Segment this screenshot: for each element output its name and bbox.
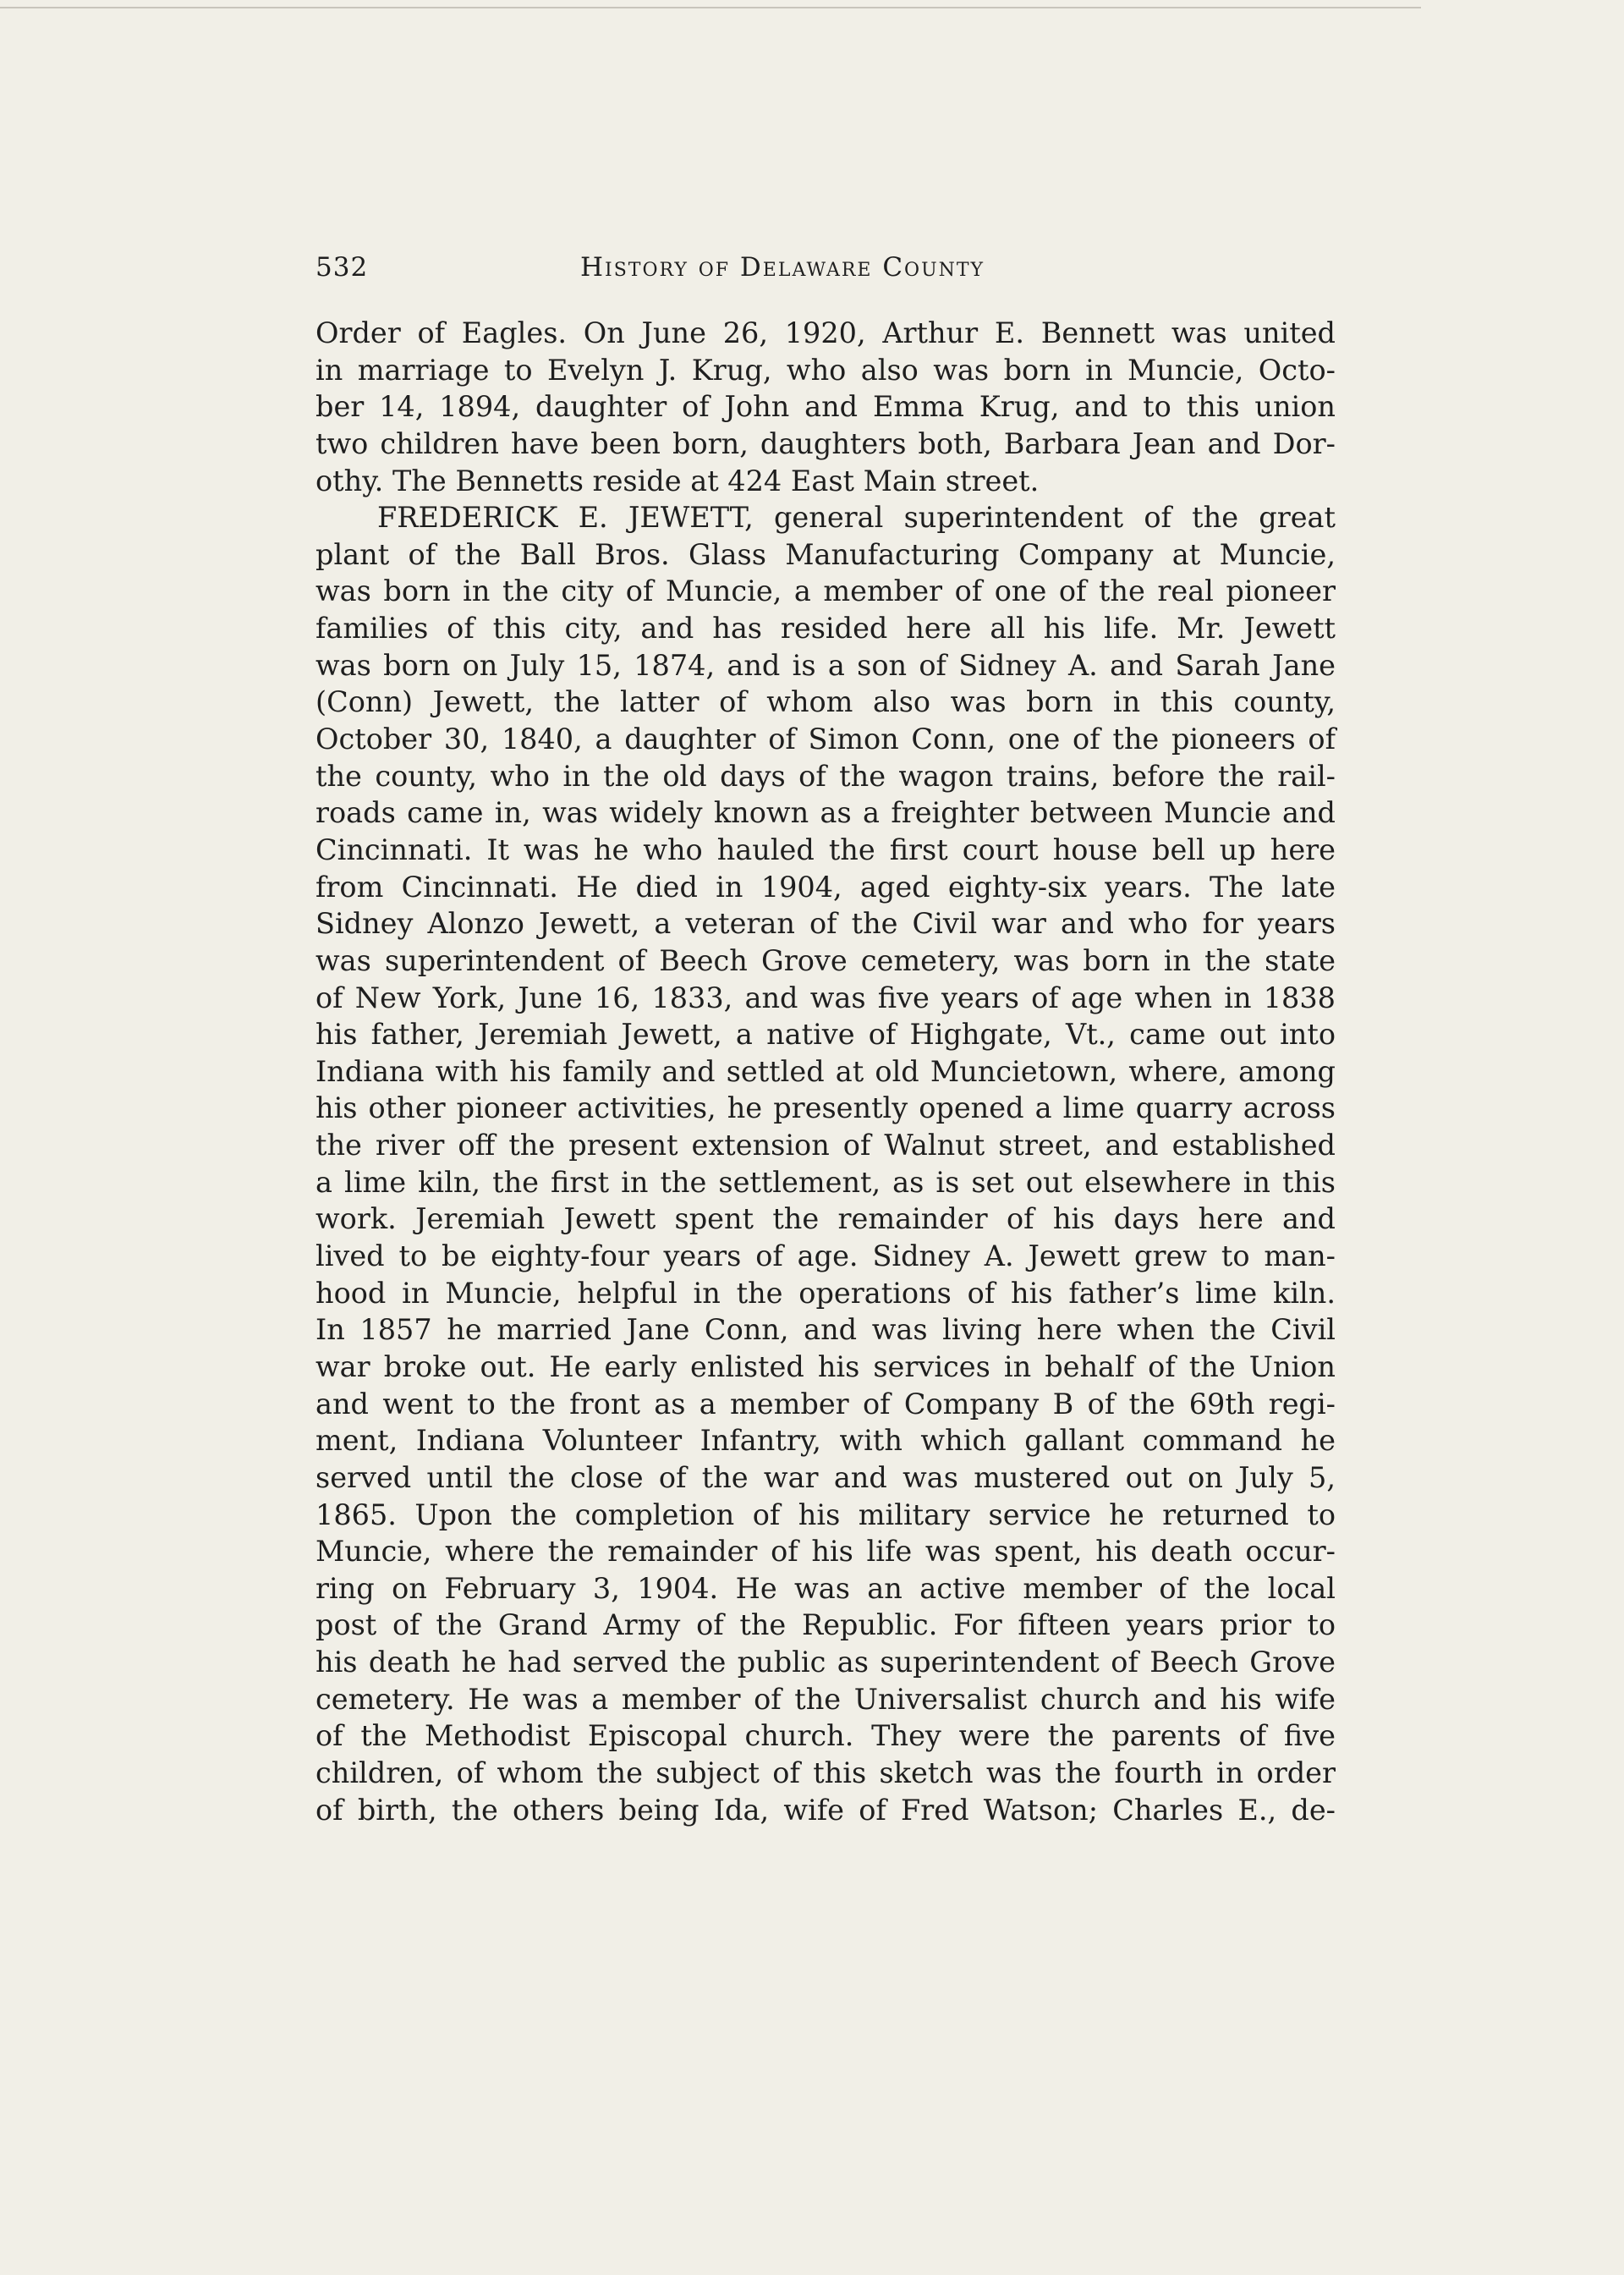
text-line: work. Jeremiah Jewett spent the remainder of his days here and [315, 1202, 1336, 1236]
text-line: (Conn) Jewett, the latter of whom also was born in this county, [315, 685, 1336, 719]
text-line: Muncie, where the remainder of his life was spent, his death occur- [315, 1535, 1336, 1569]
text-line: In 1857 he married Jane Conn, and was living here when the Civil [315, 1313, 1336, 1347]
text-line: of New York, June 16, 1833, and was five years of age when in 1838 [315, 981, 1336, 1014]
text-line: the county, who in the old days of the wagon trains, before the rail- [315, 759, 1336, 793]
paragraph [315, 499, 1336, 1828]
text-line: hood in Muncie, helpful in the operations of his father’s lime kiln. [315, 1276, 1336, 1310]
text-line: in marriage to Evelyn J. Krug, who also was born in Muncie, Octo- [315, 353, 1336, 387]
text-line: ment, Indiana Volunteer Infantry, with which gallant command he [315, 1424, 1336, 1458]
text-line: his father, Jeremiah Jewett, a native of Highgate, Vt., came out into [315, 1018, 1336, 1052]
page-number: 532 [315, 252, 369, 283]
text-line: Indiana with his family and settled at old Muncietown, where, among [315, 1054, 1336, 1088]
text-line: and went to the front as a member of Company B of the 69th regi- [315, 1387, 1336, 1421]
text-line: was born in the city of Muncie, a member of one of the real pioneer [315, 574, 1336, 608]
top-scan-rule [0, 7, 1421, 8]
running-title: History of Delaware County [580, 252, 985, 283]
text-line: war broke out. He early enlisted his services in behalf of the Union [315, 1349, 1336, 1383]
text-line: a lime kiln, the first in the settlement, as is set out elsewhere in this [315, 1165, 1336, 1199]
text-line: of birth, the others being Ida, wife of Fred Watson; Charles E., de- [315, 1793, 1336, 1827]
text-line: lived to be eighty-four years of age. Sidney A. Jewett grew to man- [315, 1239, 1336, 1273]
text-line: Order of Eagles. On June 26, 1920, Arthur E. Bennett was united [315, 316, 1336, 349]
text-line: cemetery. He was a member of the Universalist church and his wife [315, 1682, 1336, 1716]
text-line: othy. The Bennetts reside at 424 East Main street. [315, 464, 1040, 497]
text-line: his death he had served the public as superintendent of Beech Grove [315, 1646, 1336, 1679]
paragraph [315, 315, 1336, 499]
text-line: Sidney Alonzo Jewett, a veteran of the Civil war and who for years [315, 907, 1336, 941]
text-line: the river off the present extension of Walnut street, and established [315, 1129, 1336, 1162]
text-line: was superintendent of Beech Grove cemetery, was born in the state [315, 943, 1336, 977]
text-line: plant of the Ball Bros. Glass Manufacturing Company at Muncie, [315, 537, 1336, 571]
text-line: served until the close of the war and was mustered out on July 5, [315, 1460, 1336, 1494]
text-line: 1865. Upon the completion of his military service he returned to [315, 1497, 1336, 1531]
text-line: his other pioneer activities, he presently opened a lime quarry across [315, 1091, 1336, 1125]
text-line: families of this city, and has resided here all his life. Mr. Jewett [315, 612, 1336, 646]
text-line: FREDERICK E. JEWETT, general superintendent of the great [377, 501, 1336, 535]
text-line: was born on July 15, 1874, and is a son of Sidney A. and Sarah Jane [315, 648, 1336, 682]
text-line: children, of whom the subject of this sketch was the fourth in order [315, 1756, 1336, 1789]
text-line: October 30, 1840, a daughter of Simon Conn, one of the pioneers of [315, 723, 1336, 756]
text-line: roads came in, was widely known as a freighter between Muncie and [315, 796, 1336, 830]
text-line: of the Methodist Episcopal church. They were the parents of five [315, 1719, 1336, 1753]
text-line: ring on February 3, 1904. He was an active member of the local [315, 1571, 1336, 1605]
text-line: two children have been born, daughters both, Barbara Jean and Dor- [315, 426, 1336, 460]
body-text [315, 315, 1336, 1828]
text-line: ber 14, 1894, daughter of John and Emma Krug, and to this union [315, 390, 1336, 424]
text-line: Cincinnati. It was he who hauled the first court house bell up here [315, 833, 1336, 866]
text-line: from Cincinnati. He died in 1904, aged eighty-six years. The late [315, 870, 1336, 904]
page-header [315, 246, 1336, 288]
text-line: post of the Grand Army of the Republic. For fifteen years prior to [315, 1608, 1336, 1642]
